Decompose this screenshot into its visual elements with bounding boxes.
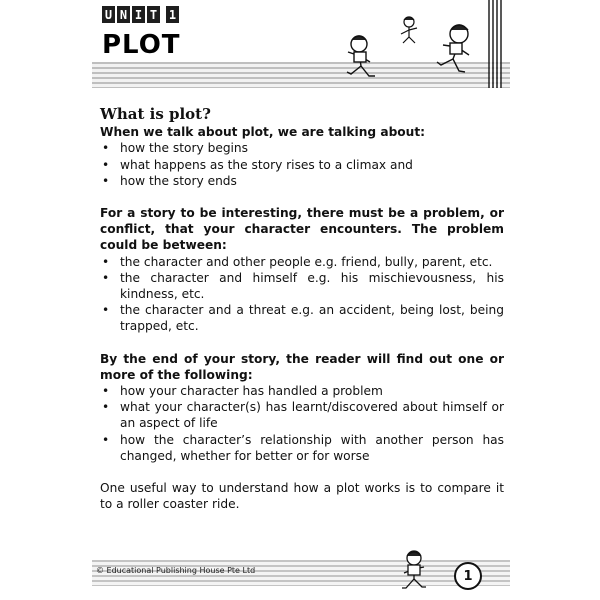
ending-list: [100, 383, 504, 464]
list-item: • the character and himself e.g. his mischievousness, his kindness, etc.: [100, 270, 504, 302]
content-area: [100, 106, 504, 512]
unit-number: 1: [166, 6, 179, 23]
unit-letter: U: [102, 6, 115, 23]
running-child-icon: [388, 548, 438, 596]
copyright-text: © Educational Publishing House Pte Ltd: [96, 566, 256, 575]
closing-paragraph: One useful way to understand how a plot works is to compare it to a roller coaster ride.: [100, 481, 504, 512]
list-item: • what happens as the story rises to a climax and: [100, 157, 504, 173]
list-item: • the character and a threat e.g. an accident, being lost, being trapped, etc.: [100, 302, 504, 334]
list-item: • how your character has handled a problem: [100, 383, 504, 399]
page-header: [92, 0, 510, 92]
unit-letter: T: [147, 6, 160, 23]
running-children-icon: [337, 10, 497, 88]
list-item: • how the story ends: [100, 173, 504, 189]
list-item: • how the character’s relationship with another person has changed, whether for better or for worse: [100, 432, 504, 464]
list-item: • what your character(s) has learnt/discovered about himself or an aspect of life: [100, 399, 504, 431]
conflict-paragraph: For a story to be interesting, there must be a problem, or conflict, that your character encounters. The problem could be between:: [100, 206, 504, 253]
unit-letter: N: [117, 6, 130, 23]
ending-paragraph: By the end of your story, the reader will find out one or more of the following:: [100, 351, 504, 382]
page-title: PLOT: [102, 30, 181, 60]
story-parts-list: [100, 140, 504, 189]
unit-label: [102, 6, 179, 23]
unit-letter: I: [132, 6, 145, 23]
list-item: • the character and other people e.g. friend, bully, parent, etc.: [100, 254, 504, 270]
list-item: • how the story begins: [100, 140, 504, 156]
page-number: 1: [454, 562, 482, 590]
section-heading: What is plot?: [100, 105, 211, 123]
conflict-list: [100, 254, 504, 335]
intro-text: When we talk about plot, we are talking about:: [100, 125, 426, 140]
